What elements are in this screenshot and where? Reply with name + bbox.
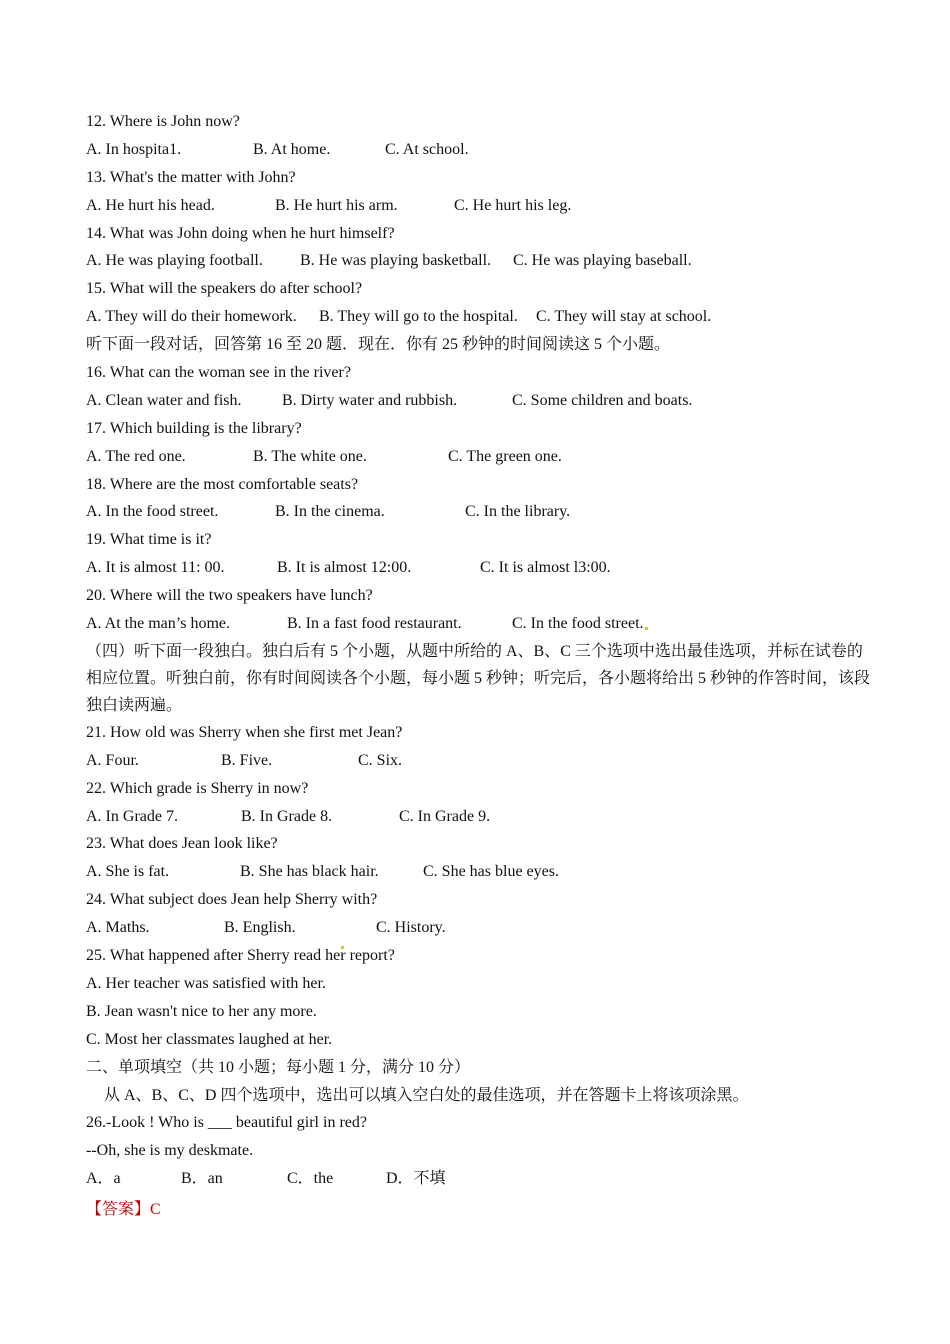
options-23	[86, 858, 876, 886]
question-12: 12. Where is John now?	[86, 113, 240, 130]
option-b: B. She has black hair.	[240, 863, 379, 881]
option-a: A．a	[86, 1170, 121, 1188]
option-c: C. Six.	[358, 751, 403, 769]
question-22: 22. Which grade is Sherry in now?	[86, 779, 309, 797]
speck-mark	[645, 627, 648, 630]
option-a: A. In Grade 7.	[86, 807, 178, 825]
option-c: C. She has blue eyes.	[423, 863, 559, 881]
option-25-b: B. Jean wasn't nice to her any more.	[86, 1002, 317, 1020]
question-15: 15. What will the speakers do after school?	[86, 280, 363, 298]
question-16: 16. What can the woman see in the river?	[86, 364, 351, 382]
options-20	[86, 610, 876, 638]
option-a: A. Clean water and fish.	[86, 391, 242, 409]
option-b: B. In the cinema.	[275, 503, 385, 521]
option-a: A. In hospita1.	[86, 140, 182, 158]
options-24	[86, 914, 876, 942]
option-25-c: C. Most her classmates laughed at her.	[86, 1030, 333, 1048]
option-25-a: A. Her teacher was satisfied with her.	[86, 974, 326, 992]
options-19	[86, 554, 876, 582]
options-26	[86, 1165, 876, 1193]
option-c: C. In Grade 9.	[399, 807, 491, 825]
question-23: 23. What does Jean look like?	[86, 835, 278, 853]
option-a: A. In the food street.	[86, 503, 219, 521]
question-13: 13. What's the matter with John?	[86, 168, 296, 186]
part2-instruction: 从 A、B、C、D 四个选项中，选出可以填入空白处的最佳选项，并在答题卡上将该项涂黑。	[104, 1086, 749, 1104]
options-17	[86, 443, 876, 471]
answer-label: 【答案】C	[86, 1201, 161, 1219]
option-b: B. He was playing basketball.	[300, 252, 492, 270]
option-b: B. In a fast food restaurant.	[287, 615, 462, 633]
question-20: 20. Where will the two speakers have lunch?	[86, 587, 373, 605]
option-c: C. He was playing baseball.	[513, 252, 692, 270]
option-c: C. The green one.	[448, 447, 562, 465]
option-c: C. They will stay at school.	[536, 308, 712, 326]
options-18	[86, 498, 876, 526]
option-c: C. It is almost l3:00.	[480, 559, 611, 577]
option-c: C. In the library.	[465, 503, 571, 521]
options-16	[86, 387, 876, 415]
option-a: A. Four.	[86, 751, 139, 769]
option-b: B. Dirty water and rubbish.	[282, 391, 458, 409]
options-21	[86, 747, 876, 775]
options-15	[86, 303, 876, 331]
option-a: A. It is almost 11: 00.	[86, 559, 225, 577]
option-a: A. The red one.	[86, 447, 186, 465]
question-24: 24. What subject does Jean help Sherry with?	[86, 891, 378, 909]
question-17: 17. Which building is the library?	[86, 419, 302, 437]
question-19: 19. What time is it?	[86, 531, 212, 549]
options-14	[86, 247, 876, 275]
options-22	[86, 803, 876, 831]
option-b: B. They will go to the hospital.	[319, 308, 518, 326]
option-c: C. At school.	[385, 140, 469, 158]
option-a: A. They will do their homework.	[86, 308, 297, 326]
option-a: A. At the man’s home.	[86, 615, 230, 633]
option-c: C. Some children and boats.	[512, 391, 693, 409]
option-c: C. In the food street.	[512, 610, 648, 638]
options-13	[86, 192, 876, 220]
question-14: 14. What was John doing when he hurt himself?	[86, 224, 395, 242]
option-a: A. He was playing football.	[86, 252, 263, 270]
options-12	[86, 136, 876, 164]
option-b: B. At home.	[253, 140, 331, 158]
option-c: C. He hurt his leg.	[454, 196, 572, 214]
option-c: C．the	[287, 1170, 334, 1188]
exam-page	[86, 108, 876, 1224]
option-b: B. In Grade 8.	[241, 807, 333, 825]
question-26-line1: 26.-Look ! Who is ___ beautiful girl in red?	[86, 1114, 367, 1132]
question-25: 25. What happened after Sherry read her report?	[86, 947, 395, 965]
option-b: B．an	[181, 1170, 223, 1188]
option-c: C. History.	[376, 919, 446, 937]
option-b: B. The white one.	[253, 447, 367, 465]
question-18: 18. Where are the most comfortable seats?	[86, 475, 359, 493]
option-b: B. Five.	[221, 751, 273, 769]
question-21: 21. How old was Sherry when she first met Jean?	[86, 723, 403, 741]
option-d: D．不填	[386, 1170, 446, 1188]
option-b: B. He hurt his arm.	[275, 196, 398, 214]
question-26-line2: --Oh, she is my deskmate.	[86, 1142, 254, 1160]
option-a: A. Maths.	[86, 919, 150, 937]
option-a: A. He hurt his head.	[86, 196, 215, 214]
section4-instruction: （四）听下面一段独白。独白后有 5 个小题，从题中所给的 A、B、C 三个选项中选出最佳选项，并标在试卷的相应位置。听独白前，你有时间阅读各个小题，每小题 5 秒钟；听完后，各小题将给出 5 秒钟的作答时间，该段独白读两遍。	[86, 642, 871, 714]
option-b: B. It is almost 12:00.	[277, 559, 412, 577]
option-b: B. English.	[224, 919, 296, 937]
instruction-16-20: 听下面一段对话，回答第 16 至 20 题．现在．你有 25 秒钟的时间阅读这 5 个小题。	[86, 336, 671, 354]
part2-heading: 二、单项填空（共 10 小题；每小题 1 分，满分 10 分）	[86, 1058, 471, 1076]
option-a: A. She is fat.	[86, 863, 170, 881]
